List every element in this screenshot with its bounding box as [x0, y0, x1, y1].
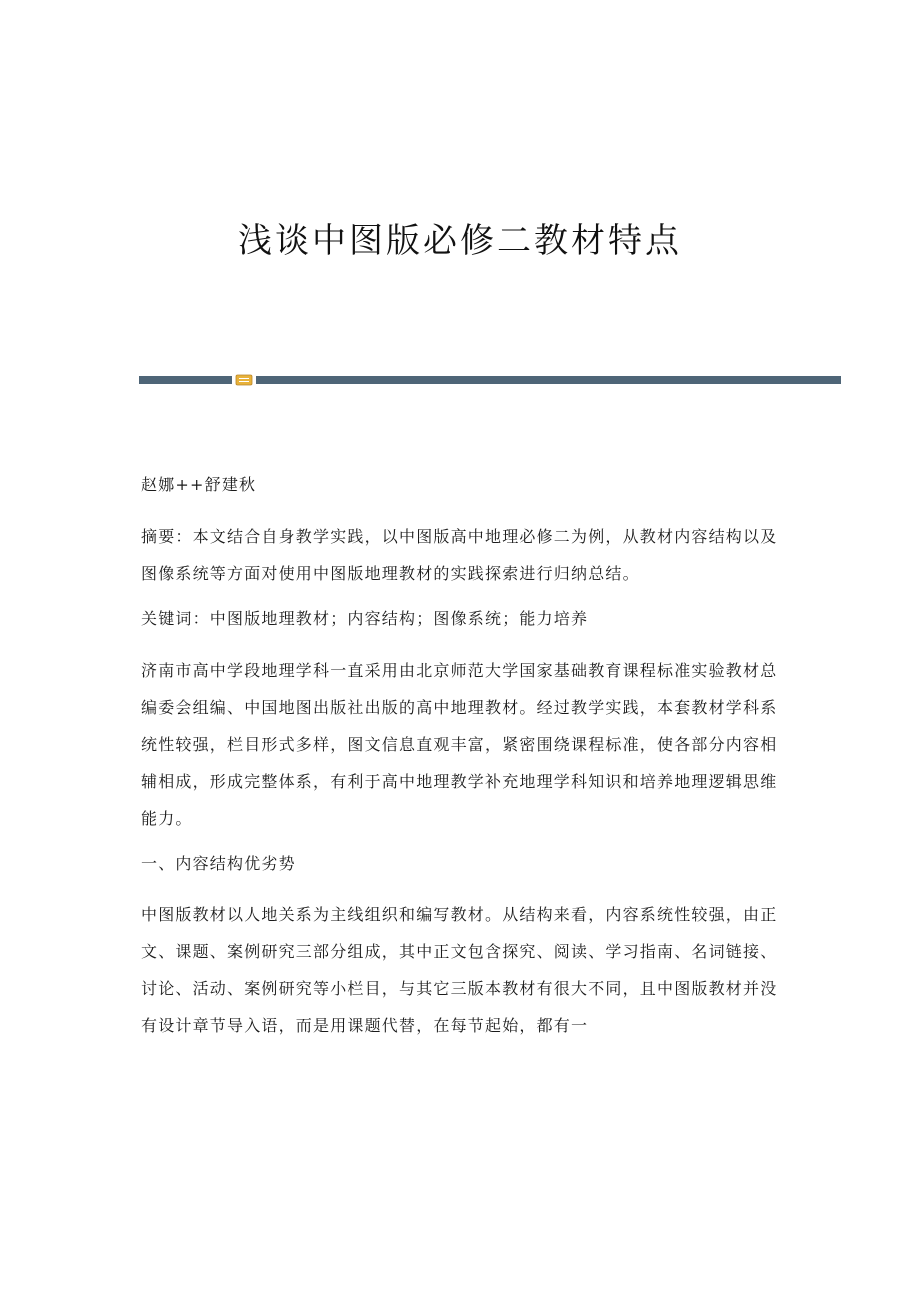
- section-heading: 一、内容结构优劣势: [141, 854, 296, 873]
- intro-paragraph: 济南市高中学段地理学科一直采用由北京师范大学国家基础教育课程标准实验教材总编委会组编、中国地图出版社出版的高中地理教材。经过教学实践，本套教材学科系统性较强，栏目形式多样，图文信息直观丰富，紧密围绕课程标准，使各部分内容相辅相成，形成完整体系，有利于高中地理教学补充地理学科知识和培养地理逻辑思维能力。: [141, 661, 778, 828]
- document-body: [141, 466, 781, 1052]
- divider-bar-left: [139, 376, 232, 384]
- divider-bar-right: [256, 376, 841, 384]
- title-divider: [139, 374, 841, 386]
- abstract-paragraph: 摘要：本文结合自身教学实践，以中图版高中地理必修二为例，从教材内容结构以及图像系统等方面对使用中图版地理教材的实践探索进行归纳总结。: [141, 527, 778, 583]
- document-title: 浅谈中图版必修二教材特点: [238, 221, 682, 261]
- document-icon: [235, 374, 253, 386]
- section-body-paragraph: 中图版教材以人地关系为主线组织和编写教材。从结构来看，内容系统性较强，由正文、课题、案例研究三部分组成，其中正文包含探究、阅读、学习指南、名词链接、讨论、活动、案例研究等小栏目，与其它三版本教材有很大不同，且中图版教材并没有设计章节导入语，而是用课题代替，在每节起始，都有一: [141, 905, 778, 1035]
- keywords-paragraph: 关键词：中图版地理教材；内容结构；图像系统；能力培养: [141, 609, 589, 628]
- author-line: 赵娜++舒建秋: [141, 475, 257, 494]
